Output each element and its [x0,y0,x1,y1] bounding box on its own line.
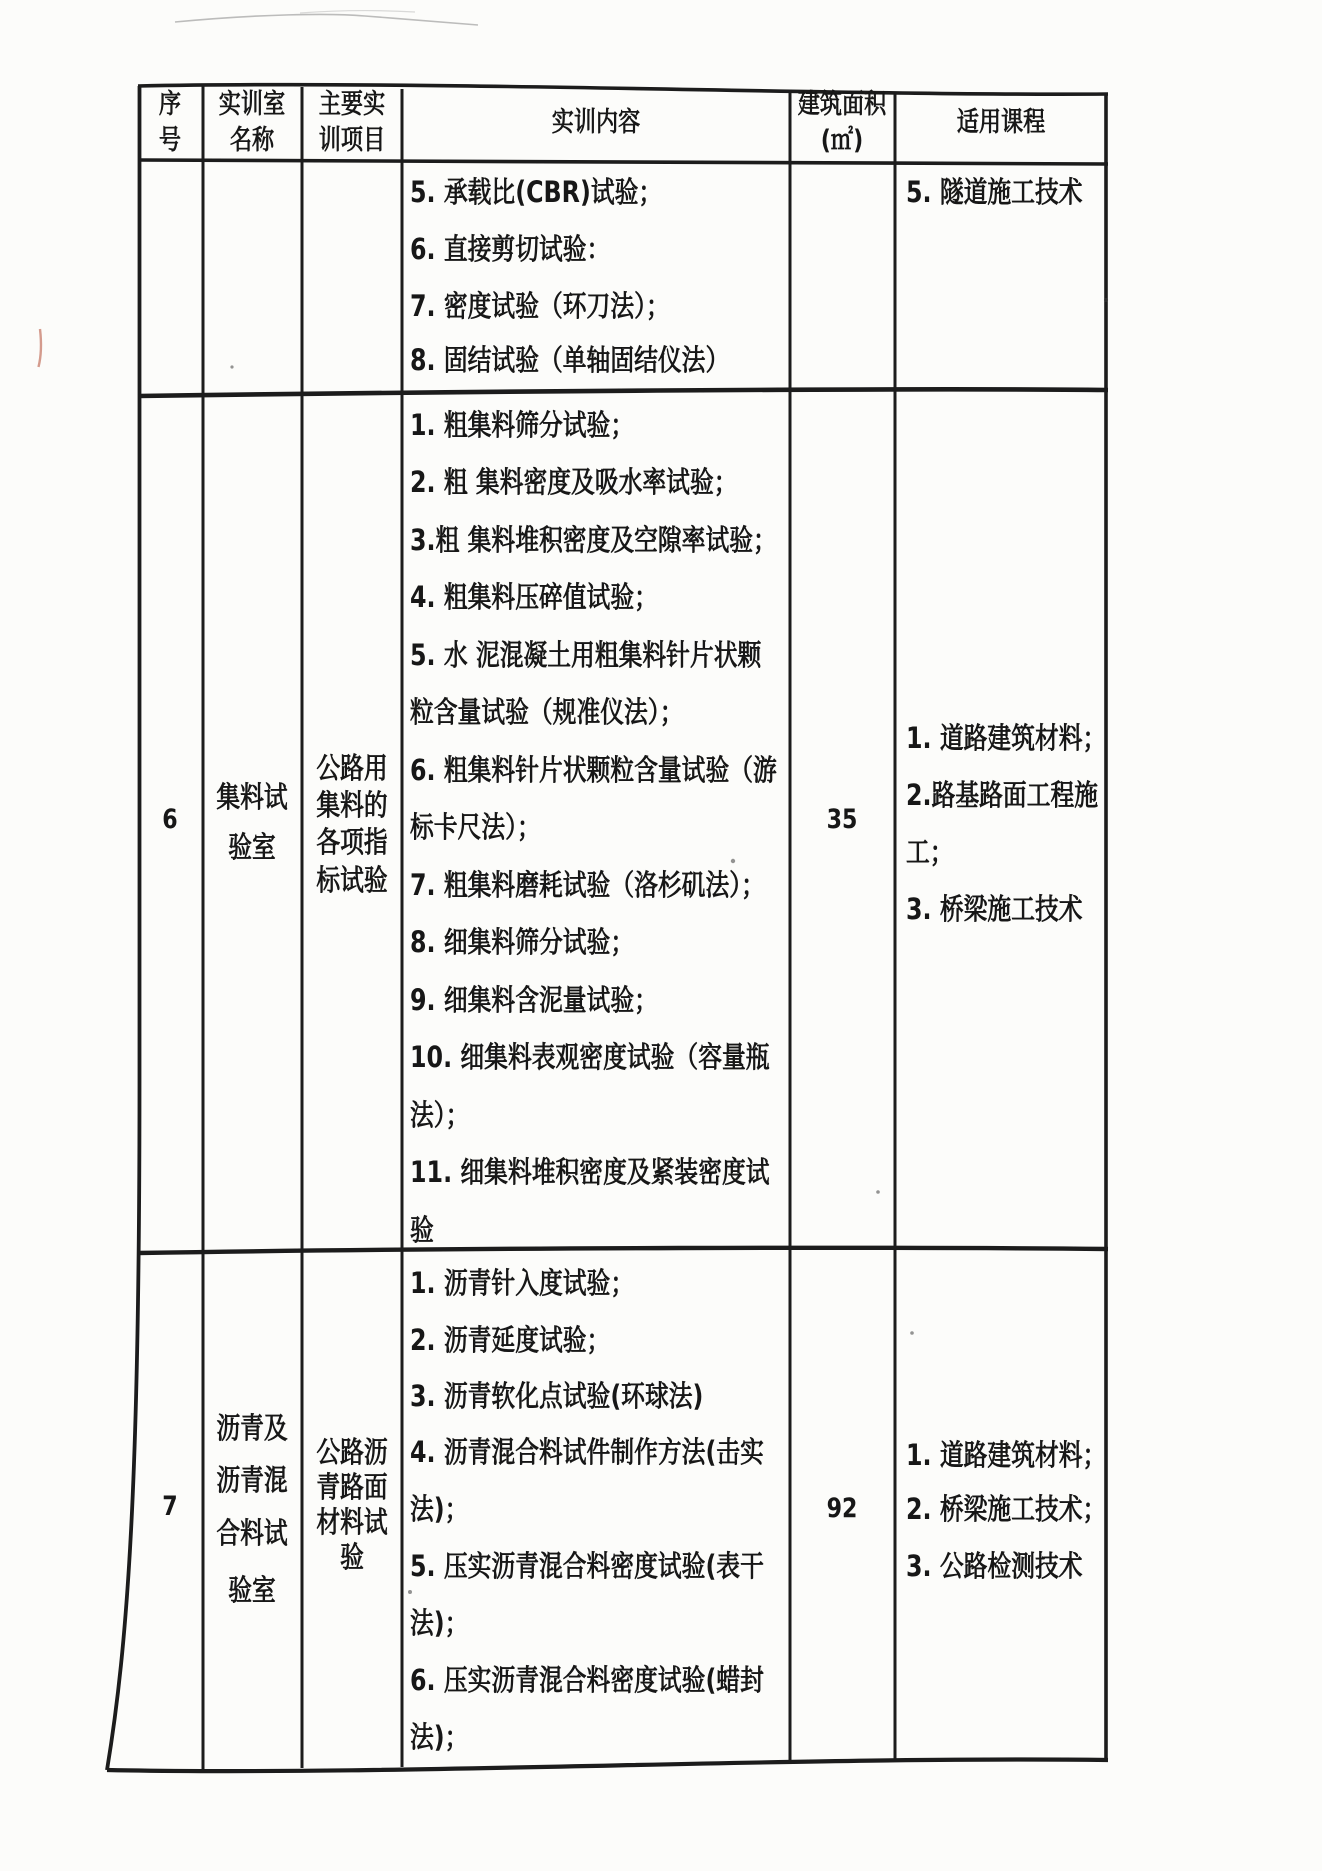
row-index: 7 [162,1491,178,1522]
content-line: 7. 粗集料磨耗试验（洛杉矶法）； [410,868,765,902]
main-project-line: 验 [340,1540,364,1574]
header-room-name: 实训室 [218,89,286,120]
content-line: 2. 粗 集料密度及吸水率试验； [410,465,738,499]
header-main-project: 训项目 [318,125,386,156]
content-line: 5. 压实沥青混合料密度试验(表干 [410,1549,764,1583]
scan-smudge-line [175,14,478,25]
header-area: (㎡) [820,125,864,156]
content-line: 3.粗 集料堆积密度及空隙率试验； [410,523,777,557]
content-line: 验 [410,1213,434,1247]
course-line: 1. 道路建筑材料； [906,1438,1107,1472]
main-project-line: 标试验 [316,863,388,897]
content-line: 粒含量试验（规准仪法）； [410,695,684,729]
content-line: 5. 承载比(CBR)试验； [410,175,663,209]
content-line: 标卡尺法）； [410,810,541,844]
content-line: 6. 粗集料针片状颗粒含量试验（游 [410,753,777,787]
course-line: 1. 道路建筑材料； [906,721,1107,755]
main-project-line: 青路面 [316,1470,388,1504]
header-area: 建筑面积 [797,89,887,120]
content-line: 法)； [410,1720,469,1754]
content-line: 3. 沥青软化点试验(环球法) [410,1379,704,1413]
header-content: 实训内容 [551,107,641,138]
content-line: 法)； [410,1606,469,1640]
header-room-name: 名称 [229,125,275,156]
training-rooms-table [138,83,1108,1765]
content-line: 4. 沥青混合料试件制作方法(击实 [410,1435,764,1469]
content-line: 法）； [410,1098,470,1132]
room-name-line: 合料试 [216,1516,288,1550]
room-name-line: 沥青及 [216,1411,288,1445]
content-line: 10. 细集料表观密度试验（容量瓶 [410,1040,770,1074]
main-project-line: 材料试 [316,1505,388,1539]
main-project-line: 公路沥 [316,1435,388,1469]
header-course: 适用课程 [956,107,1046,138]
content-line: 7. 密度试验（环刀法）； [410,289,670,323]
content-line: 4. 粗集料压碎值试验； [410,580,658,614]
main-project-line: 各项指 [316,825,388,859]
area-value: 92 [826,1493,858,1524]
content-line: 11. 细集料堆积密度及紧装密度试 [410,1155,770,1189]
content-line: 1. 沥青针入度试验； [410,1266,635,1300]
scan-smudge-line [300,11,415,13]
main-project-line: 集料的 [316,788,388,822]
content-line: 6. 直接剪切试验： [410,232,611,266]
course-line: 5. 隧道施工技术 [906,175,1083,209]
content-line: 6. 压实沥青混合料密度试验(蜡封 [410,1663,764,1697]
course-line: 2.路基路面工程施 [906,778,1099,812]
content-line: 5. 水 泥混凝土用粗集料针片状颗 [410,638,762,672]
course-line: 2. 桥梁施工技术； [906,1492,1107,1526]
course-line: 工； [906,835,954,869]
content-line: 2. 沥青延度试验； [410,1323,611,1357]
main-project-line: 公路用 [316,751,388,785]
content-line: 法)； [410,1492,469,1526]
header-index: 号 [158,125,182,156]
content-line: 8. 固结试验（单轴固结仪法） [410,343,730,377]
red-pen-mark [39,329,41,367]
course-line: 3. 桥梁施工技术 [906,892,1083,926]
room-name-line: 验室 [228,830,276,864]
content-line: 8. 细集料筛分试验； [410,925,635,959]
area-value: 35 [826,804,858,835]
room-name-line: 集料试 [216,780,288,814]
course-line: 3. 公路检测技术 [906,1549,1083,1583]
content-line: 9. 细集料含泥量试验； [410,983,658,1017]
room-name-line: 沥青混 [216,1463,288,1497]
room-name-line: 验室 [228,1573,276,1607]
row-index: 6 [162,804,178,835]
header-main-project: 主要实 [318,89,386,120]
content-line: 1. 粗集料筛分试验； [410,408,635,442]
header-index: 序 [158,89,182,120]
